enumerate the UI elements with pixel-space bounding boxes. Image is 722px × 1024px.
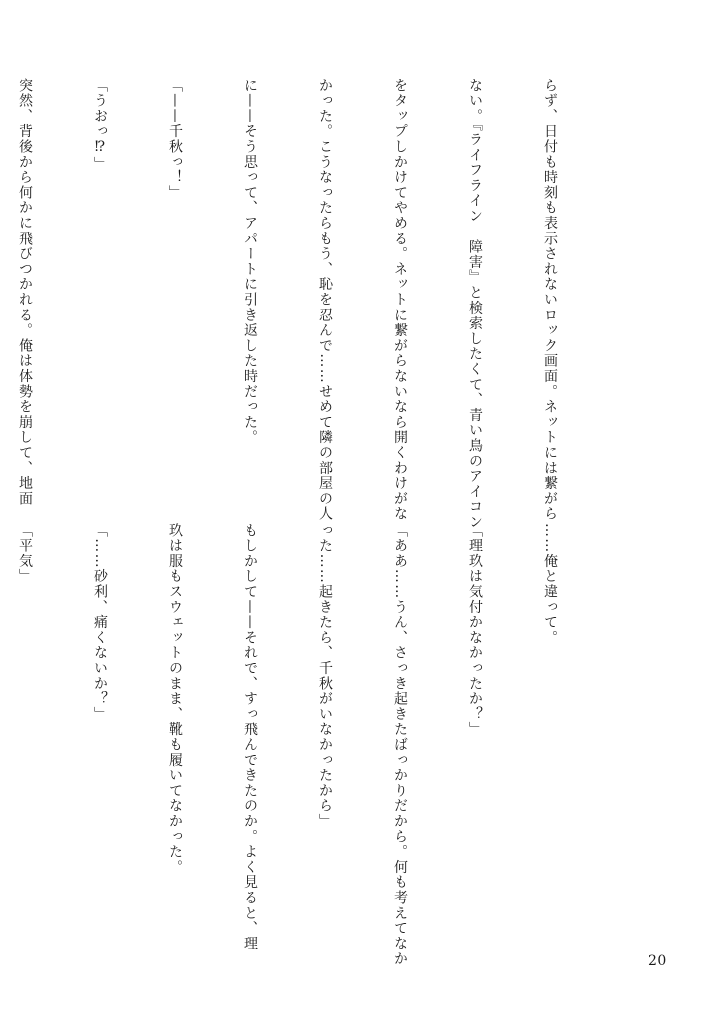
text-line: 「うおっ⁉」 [92,78,108,172]
text-line: 「……砂利、痛くないか？」 [92,523,108,722]
text-line: らず、日付も時刻も表示されないロック画面。ネットには繋がら [542,78,558,522]
text-line: 「——千秋っ！」 [167,78,183,201]
text-line: ない。『ライフライン 障害』と検索したくて、青い鳥のアイコン [467,78,483,530]
text-line: 玖は服もスウェットのまま、靴も履いてなかった。 [167,523,183,875]
text-line: った……起きたら、千秋がいなかったから」 [317,523,333,829]
text-line: もしかして——それで、すっ飛んできたのか。よく見ると、理 [242,523,258,952]
text-line: ……俺と違って。 [542,523,558,646]
text-line: 「ああ……うん、さっき起きたばっかりだから。何も考えてなか [392,523,408,967]
text-line: 突然、背後から何かに飛びつかれる。俺は体勢を崩して、地面 [17,78,33,507]
text-line: に——そう思って、アパートに引き返した時だった。 [242,78,258,446]
text-line: 「理玖は気付かなかったか？」 [467,523,483,738]
text-line: 「平気」 [17,523,33,585]
lower-text-block [0,523,612,967]
page-number: 20 [648,953,667,969]
text-line: かった。こうなったらもう、恥を忍んで……せめて隣の部屋の人 [317,78,333,522]
text-line: をタップしかけてやめる。ネットに繋がらないなら開くわけがな [392,78,408,522]
upper-text-block [0,78,612,530]
